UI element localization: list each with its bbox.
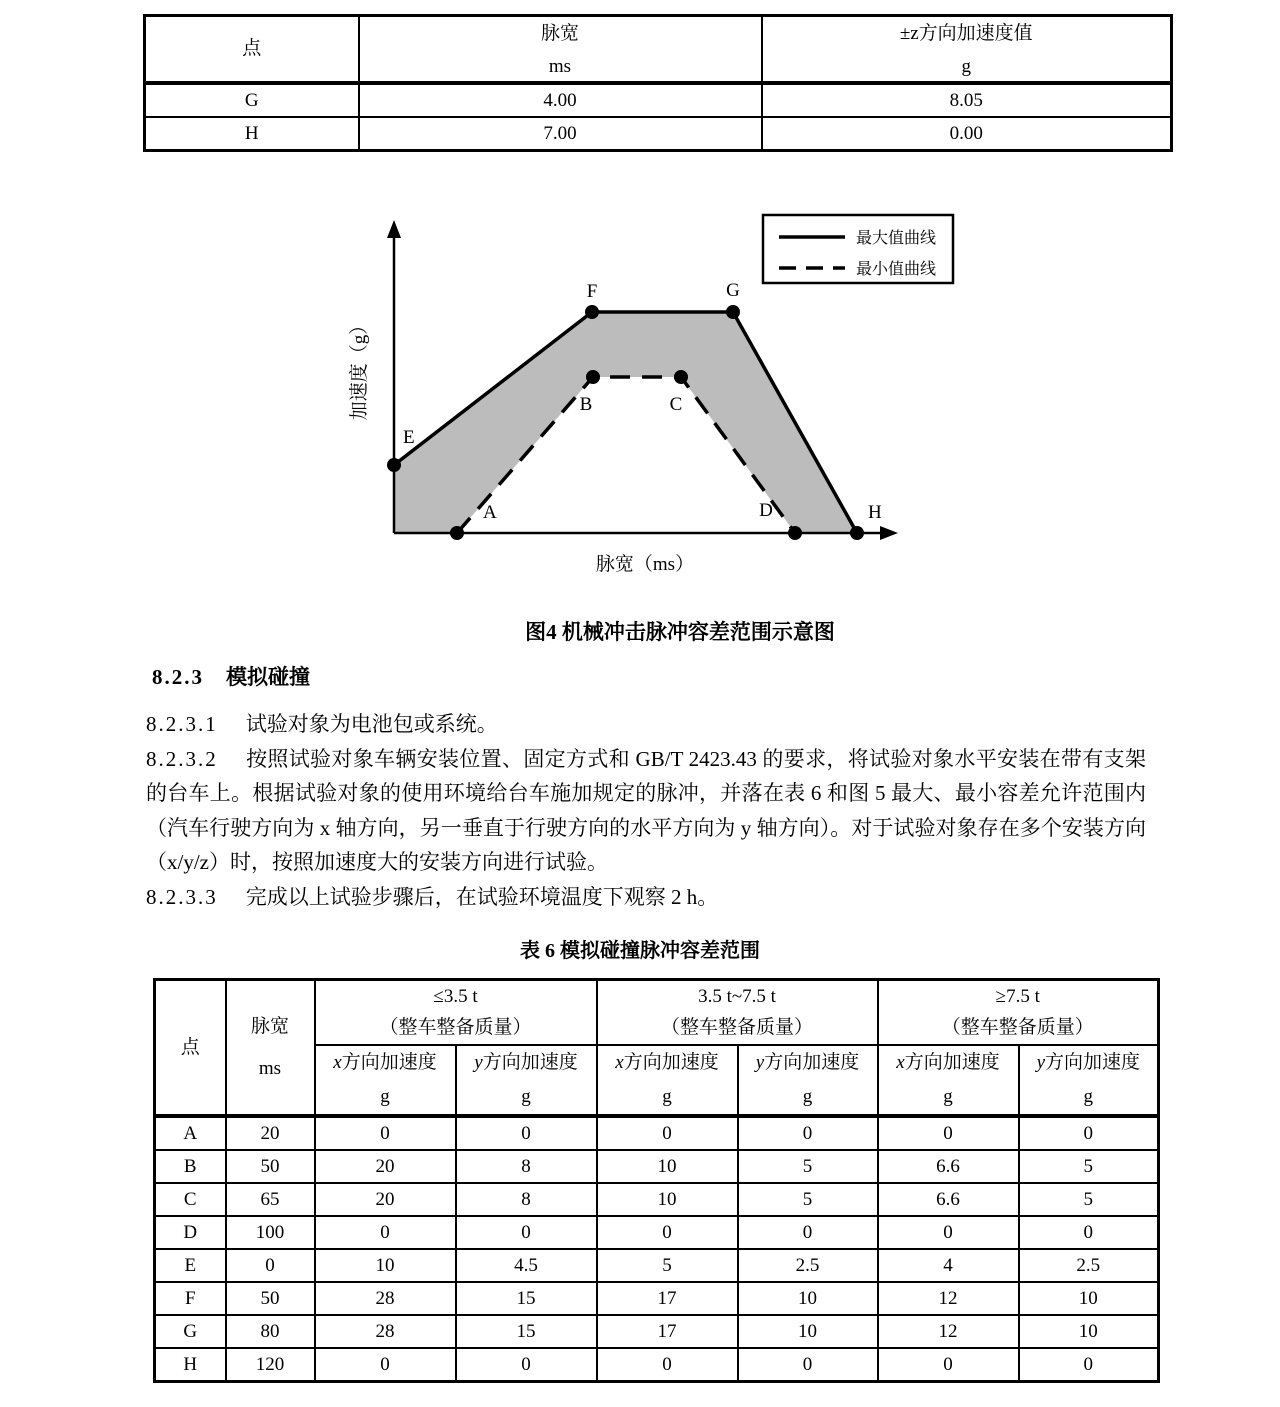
cell-pulse: 120 — [226, 1348, 315, 1382]
section-heading — [152, 661, 310, 691]
table6-group-header-row — [155, 980, 1159, 1046]
cell-value: 0 — [1019, 1216, 1159, 1249]
cell-value: 10 — [1019, 1315, 1159, 1348]
cell-value: 0 — [456, 1348, 597, 1382]
point-label-D: D — [759, 500, 773, 521]
paragraph-text: 试验对象为电池包或系统。 — [245, 712, 498, 736]
cell-value: 12 — [878, 1315, 1019, 1348]
cell-value: 0 — [597, 1348, 738, 1382]
cell-value: 6.6 — [878, 1150, 1019, 1183]
point-label-B: B — [579, 394, 593, 415]
section-title: 模拟碰撞 — [226, 665, 310, 689]
cell-pulse: 7.00 — [359, 117, 762, 151]
t6-group-note: （整车整备质量） — [941, 1017, 1094, 1038]
t6-group-range: ≤3.5 t — [433, 986, 478, 1008]
x-axis-arrow-icon — [880, 526, 898, 540]
table-row — [155, 1216, 1159, 1249]
point-label-E: E — [403, 427, 415, 448]
cell-point: H — [145, 117, 359, 151]
table-row — [145, 83, 1172, 117]
cell-value: 10 — [738, 1315, 878, 1348]
cell-value: 0 — [1019, 1348, 1159, 1382]
paragraph-number: 8.2.3.3 — [146, 884, 218, 909]
cell-value: 5 — [1019, 1183, 1159, 1216]
table-header-row — [145, 16, 1172, 84]
header-pulse-unit: ms — [548, 55, 572, 77]
t6-header-pulse — [226, 980, 315, 1117]
y-axis-arrow-icon — [387, 220, 401, 238]
cell-accel: 8.05 — [762, 83, 1172, 117]
t6-header-pulse-label: 脉宽 — [250, 1015, 289, 1037]
t6-group-note: （整车整备质量） — [379, 1017, 532, 1038]
t6-group-note: （整车整备质量） — [661, 1017, 814, 1038]
figure-caption: 图4 机械冲击脉冲容差范围示意图 — [525, 620, 835, 644]
cell-pulse: 80 — [226, 1315, 315, 1348]
cell-value: 17 — [597, 1315, 738, 1348]
cell-value: 12 — [878, 1282, 1019, 1315]
t6-subheader-x3: x方向加速度 g — [878, 1045, 1019, 1116]
cell-value: 8 — [456, 1183, 597, 1216]
cell-value: 0 — [597, 1216, 738, 1249]
cell-value: 8 — [456, 1150, 597, 1183]
cell-point: H — [155, 1348, 226, 1382]
header-pulse-label: 脉宽 — [540, 22, 579, 44]
legend-max-label: 最大值曲线 — [856, 230, 937, 247]
header-accel-z-label: ±z方向加速度值 — [899, 22, 1033, 44]
table6-title: 表 6 模拟碰撞脉冲容差范围 — [520, 940, 760, 962]
cell-value: 10 — [1019, 1282, 1159, 1315]
cell-value: 17 — [597, 1282, 738, 1315]
paragraph-number: 8.2.3.2 — [146, 746, 218, 771]
cell-value: 4 — [878, 1249, 1019, 1282]
cell-point: A — [155, 1116, 226, 1150]
t6-header-point: 点 — [155, 980, 226, 1117]
simulated-collision-table — [153, 978, 1160, 1383]
cell-point: F — [155, 1282, 226, 1315]
header-point-label: 点 — [242, 38, 262, 60]
paragraph — [146, 880, 1146, 915]
cell-value: 0 — [878, 1216, 1019, 1249]
legend-min-label: 最小值曲线 — [856, 261, 937, 278]
cell-value: 5 — [597, 1249, 738, 1282]
t6-group-range: 3.5 t~7.5 t — [698, 986, 776, 1008]
cell-value: 10 — [597, 1183, 738, 1216]
header-accel-z — [762, 16, 1172, 84]
paragraph-number: 8.2.3.1 — [146, 712, 218, 736]
cell-value: 0 — [738, 1348, 878, 1382]
cell-point: G — [155, 1315, 226, 1348]
cell-point: E — [155, 1249, 226, 1282]
table-row — [155, 1183, 1159, 1216]
point-A — [450, 526, 464, 540]
point-label-C: C — [669, 394, 683, 415]
cell-value: 0 — [738, 1216, 878, 1249]
section-number: 8.2.3 — [152, 665, 204, 689]
shock-pulse-table — [143, 14, 1173, 152]
cell-pulse: 4.00 — [359, 83, 762, 117]
table-row — [155, 1315, 1159, 1348]
cell-value: 0 — [315, 1216, 456, 1249]
cell-point: C — [155, 1183, 226, 1216]
point-B — [586, 370, 600, 384]
cell-value: 5 — [738, 1183, 878, 1216]
y-axis-label: 加速度（g） — [349, 315, 370, 421]
cell-pulse: 50 — [226, 1150, 315, 1183]
tolerance-diagram — [0, 200, 1280, 600]
cell-point: G — [145, 83, 359, 117]
t6-header-pulse-unit: ms — [258, 1057, 282, 1079]
table-row — [155, 1150, 1159, 1183]
point-label-F: F — [586, 281, 598, 302]
cell-pulse: 20 — [226, 1116, 315, 1150]
cell-value: 0 — [738, 1116, 878, 1150]
cell-value: 10 — [597, 1150, 738, 1183]
cell-value: 6.6 — [878, 1183, 1019, 1216]
cell-value: 5 — [738, 1150, 878, 1183]
cell-value: 10 — [315, 1249, 456, 1282]
cell-accel: 0.00 — [762, 117, 1172, 151]
header-accel-z-unit: g — [961, 55, 971, 77]
t6-subheader-y2: y方向加速度 g — [738, 1045, 878, 1116]
t6-subheader-y1: y方向加速度 g — [456, 1045, 597, 1116]
point-label-A: A — [483, 502, 497, 523]
cell-point: B — [155, 1150, 226, 1183]
cell-value: 2.5 — [738, 1249, 878, 1282]
t6-subheader-y3: y方向加速度 g — [1019, 1045, 1159, 1116]
point-G — [726, 305, 740, 319]
cell-value: 2.5 — [1019, 1249, 1159, 1282]
point-F — [585, 305, 599, 319]
cell-value: 0 — [315, 1116, 456, 1150]
cell-value: 0 — [315, 1348, 456, 1382]
body-text — [146, 707, 1146, 915]
point-label-H: H — [868, 502, 882, 523]
x-axis-label: 脉宽（ms） — [595, 554, 695, 575]
cell-value: 5 — [1019, 1150, 1159, 1183]
table-row — [155, 1282, 1159, 1315]
cell-value: 0 — [456, 1116, 597, 1150]
header-point — [145, 16, 359, 84]
t6-subheader-x1: x方向加速度 g — [315, 1045, 456, 1116]
point-C — [674, 370, 688, 384]
cell-pulse: 50 — [226, 1282, 315, 1315]
t6-group-lte35 — [315, 980, 597, 1046]
t6-group-gte75 — [878, 980, 1159, 1046]
point-label-G: G — [726, 280, 740, 301]
cell-point: D — [155, 1216, 226, 1249]
cell-value: 28 — [315, 1282, 456, 1315]
table-row — [155, 1116, 1159, 1150]
t6-group-range: ≥7.5 t — [995, 986, 1040, 1008]
cell-value: 15 — [456, 1315, 597, 1348]
cell-pulse: 0 — [226, 1249, 315, 1282]
paragraph-text: 完成以上试验步骤后，在试验环境温度下观察 2 h。 — [245, 884, 719, 909]
cell-value: 0 — [878, 1348, 1019, 1382]
cell-value: 20 — [315, 1183, 456, 1216]
cell-value: 4.5 — [456, 1249, 597, 1282]
table-row — [145, 117, 1172, 151]
point-D — [788, 526, 802, 540]
table-row — [155, 1348, 1159, 1382]
t6-subheader-x2: x方向加速度 g — [597, 1045, 738, 1116]
t6-group-35to75 — [597, 980, 878, 1046]
table-row — [155, 1249, 1159, 1282]
cell-value: 0 — [597, 1116, 738, 1150]
header-pulse — [359, 16, 762, 84]
paragraph — [146, 742, 1146, 880]
cell-value: 15 — [456, 1282, 597, 1315]
cell-value: 0 — [456, 1216, 597, 1249]
point-E — [387, 458, 401, 472]
cell-value: 0 — [1019, 1116, 1159, 1150]
paragraph — [146, 707, 1146, 742]
cell-pulse: 100 — [226, 1216, 315, 1249]
paragraph-text: 按照试验对象车辆安装位置、固定方式和 GB/T 2423.43 的要求，将试验对象水平安装在带有支架的台车上。根据试验对象的使用环境给台车施加规定的脉冲，并落在表 6 和图 5 最大、最小容差允许范围内（汽车行驶方向为 x 轴方向，另一垂直于行驶方向的水平方向为 y 轴方向）。对于试验对象存在多个安装方向（x/y/z）时，按照加速度大的安装方向进行试验。 — [146, 746, 1146, 875]
cell-pulse: 65 — [226, 1183, 315, 1216]
cell-value: 10 — [738, 1282, 878, 1315]
cell-value: 20 — [315, 1150, 456, 1183]
point-H — [850, 526, 864, 540]
cell-value: 0 — [878, 1116, 1019, 1150]
cell-value: 28 — [315, 1315, 456, 1348]
tolerance-band-shape — [394, 312, 857, 533]
